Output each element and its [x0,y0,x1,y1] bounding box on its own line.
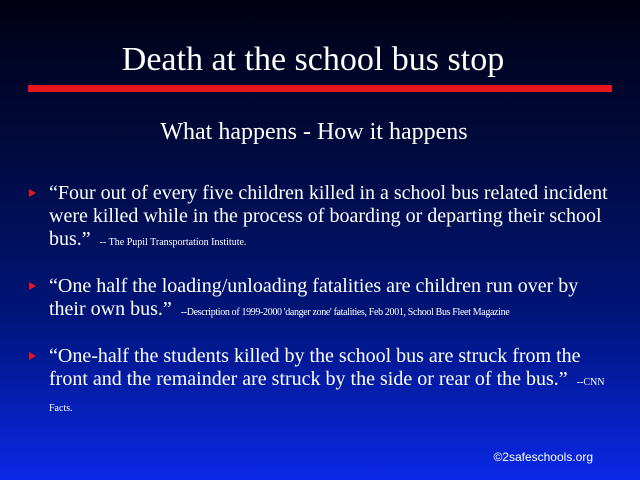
bullet-source: -- The Pupil Transportation Institute. [99,237,247,248]
copyright-notice: ©2safeschools.org [493,450,593,464]
triangle-bullet-icon [29,352,36,360]
bullet-quote: “One-half the students killed by the school bus are struck from the front and the remainder are struck by the side or rear of the bus.” [49,345,581,390]
bullet-quote: “One half the loading/unloading fatalities are children run over by their own bus.” [49,275,579,320]
slide-subtitle: What happens - How it happens [160,119,468,145]
bullet-source: --CNN Facts. [49,377,605,414]
triangle-bullet-icon [29,189,36,197]
bullet-item [26,182,616,254]
triangle-bullet-icon [29,282,36,290]
bullet-item [26,275,616,324]
bullet-quote: “Four out of every five children killed in a school bus related incident were killed while in the process of boarding or departing their school bus.” [49,182,608,250]
bullet-item [26,345,616,420]
bullet-list [26,182,616,420]
title-divider [28,85,612,92]
bullet-source: --Description of 1999-2000 'danger zone' fatalities, Feb 2001, School Bus Fleet Magazine [180,307,510,318]
slide-title: Death at the school bus stop [121,41,505,78]
